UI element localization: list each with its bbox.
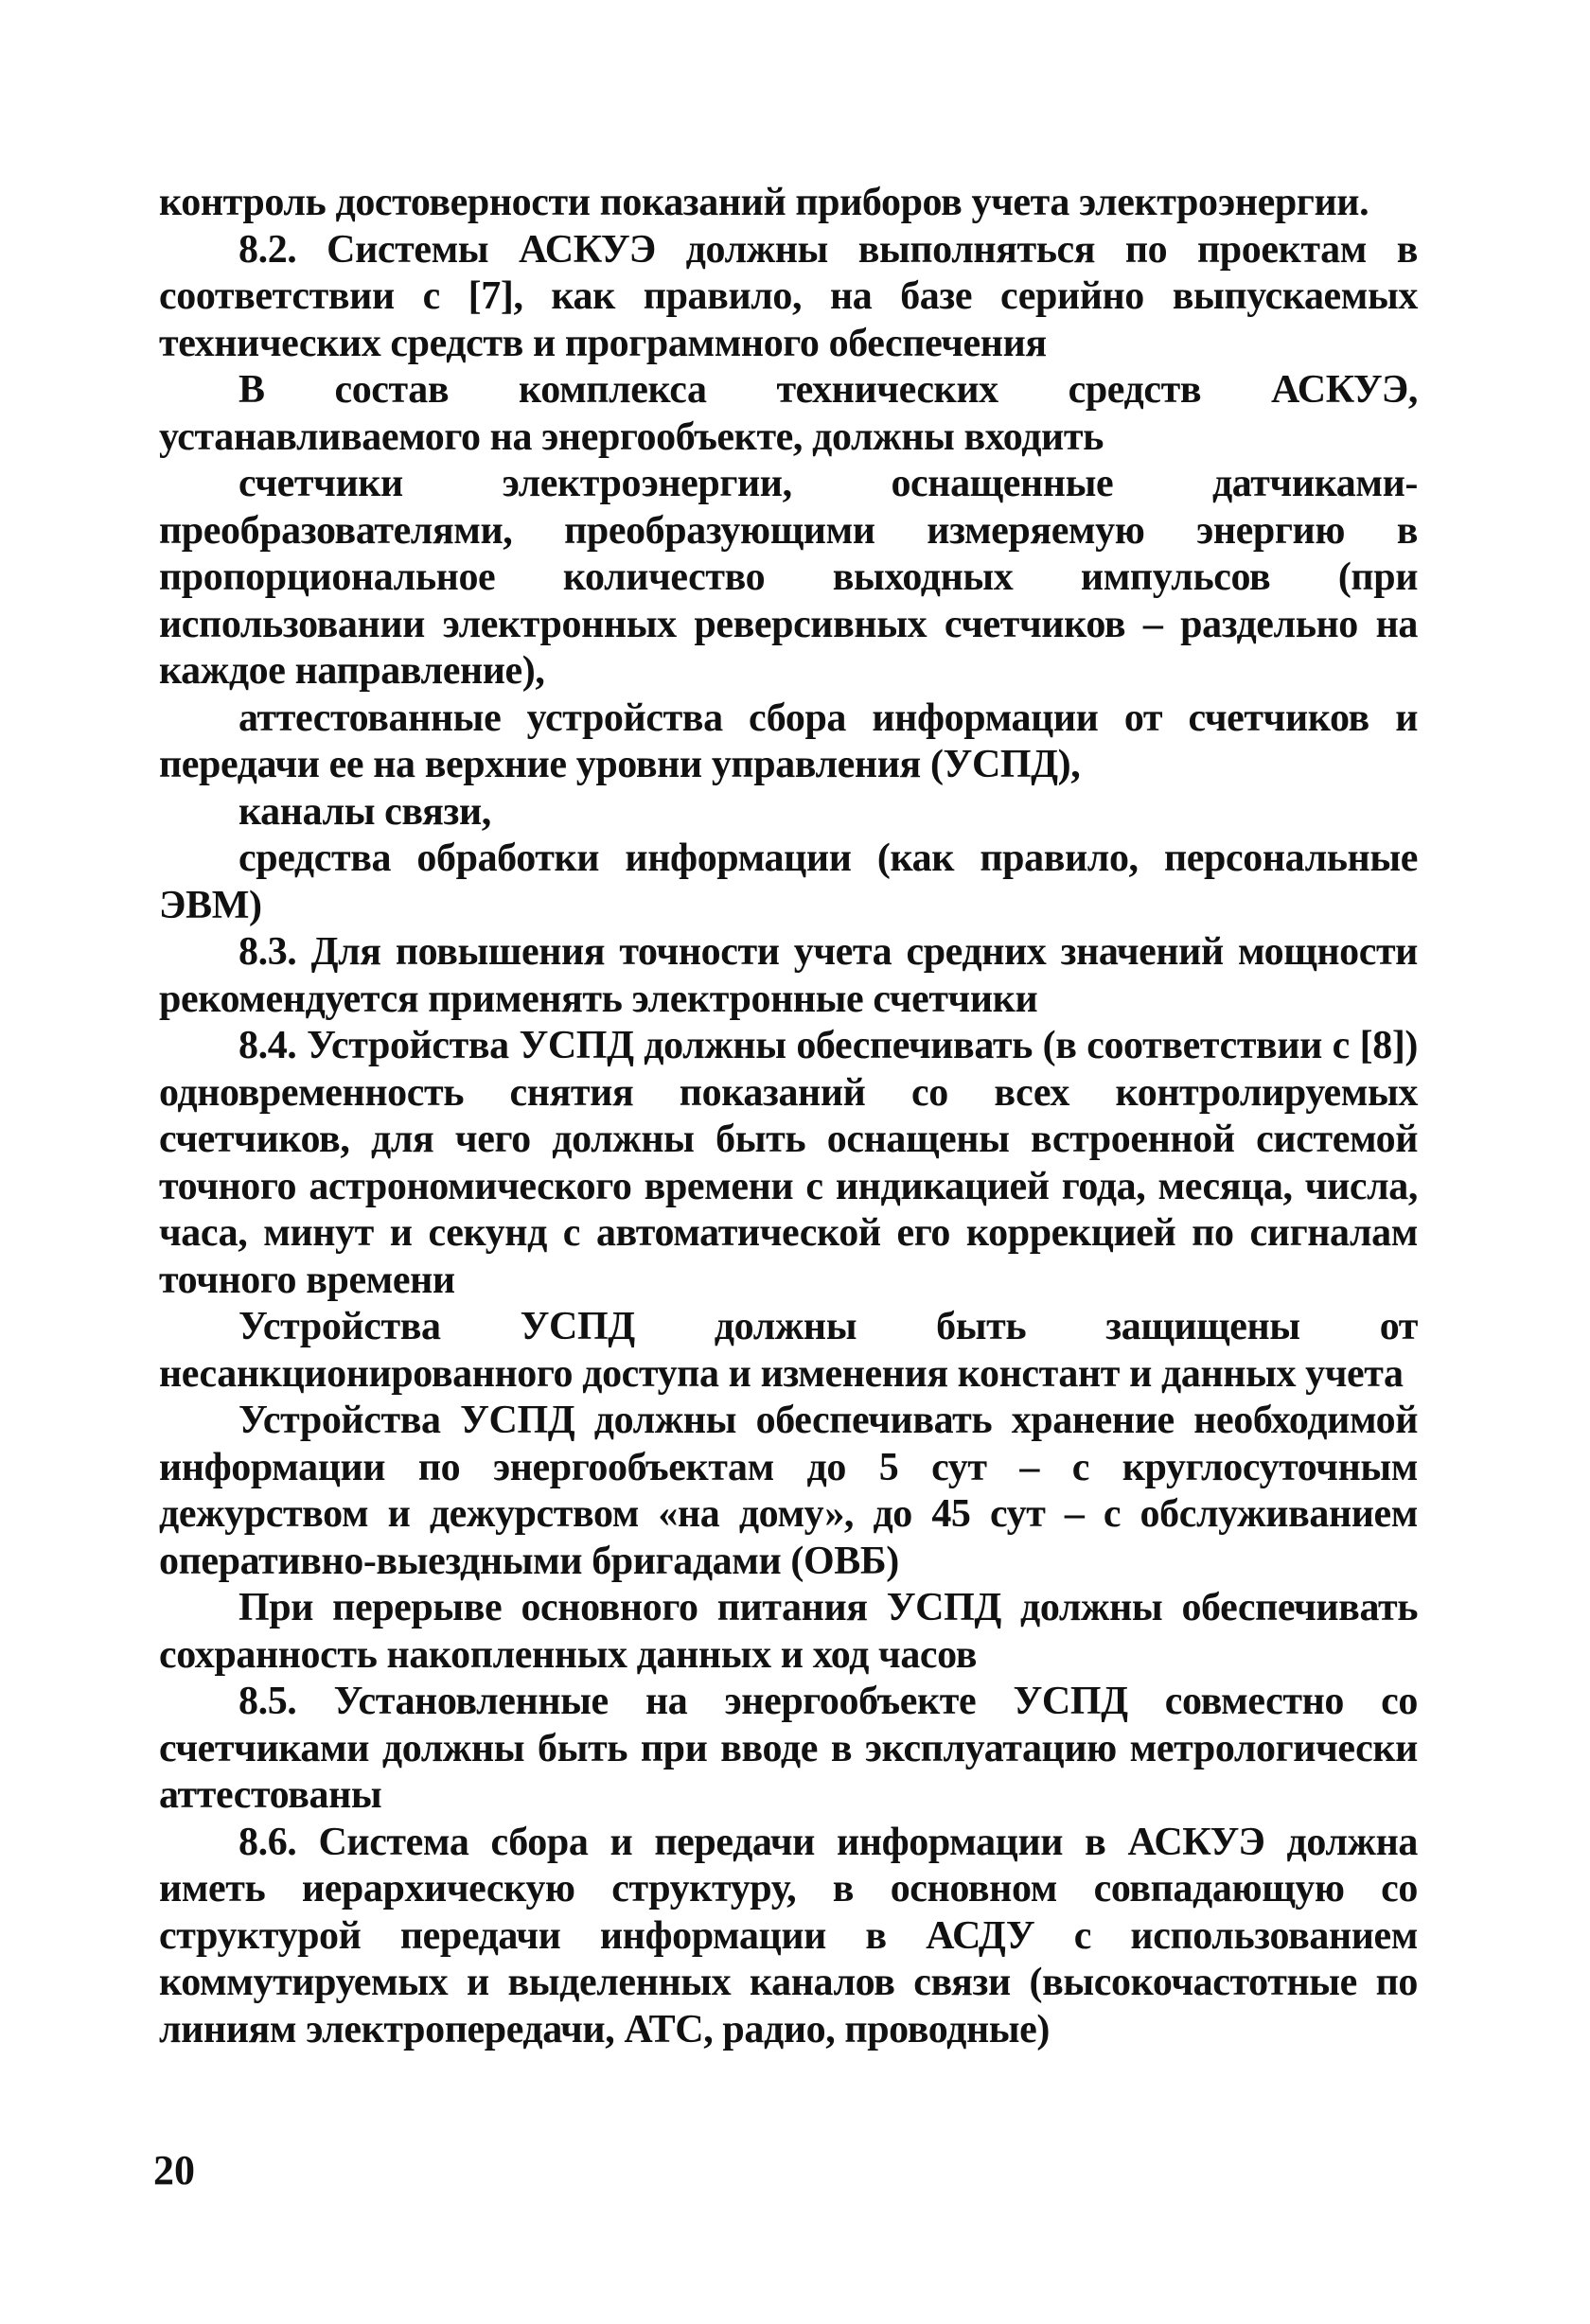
paragraph-processing: средства обработки информации (как правило, персональные ЭВМ) — [159, 836, 1418, 927]
paragraph-channels: каналы связи, — [238, 789, 491, 834]
paragraph-1: контроль достоверности показаний приборов учета электроэнергии. — [159, 181, 1369, 224]
body-text — [159, 180, 1418, 2053]
paragraph-uspd: аттестованные устройства сбора информации от счетчиков и передачи ее на верхние уровни управления (УСПД), — [159, 695, 1418, 786]
paragraph-meters: счетчики электроэнергии, оснащенные датчиками-преобразователями, преобразующими измеряемую энергию в пропорциональное количество выходных импульсов (при использовании электронных реверсивных счетчиков – раздельно на каждое направление), — [159, 462, 1418, 693]
paragraph-protection: Устройства УСПД должны быть защищены от несанкционированного доступа и изменения констант и данных учета — [159, 1305, 1418, 1396]
paragraph-8-5: 8.5. Установленные на энергообъекте УСПД совместно со счетчиками должны быть при вводе в эксплуатацию метрологически аттестованы — [159, 1680, 1418, 1817]
paragraph-composition: В состав комплекса технических средств АСКУЭ, устанавливаемого на энергообъекте, должны входить — [159, 368, 1418, 459]
paragraph-8-2: 8.2. Системы АСКУЭ должны выполняться по проектам в соответствии с [7], как правило, на базе серийно выпускаемых технических средств и программного обеспечения — [159, 227, 1418, 365]
paragraph-power: При перерыве основного питания УСПД должны обеспечивать сохранность накопленных данных и ход часов — [159, 1586, 1418, 1677]
paragraph-8-4: 8.4. Устройства УСПД должны обеспечивать (в соответствии с [8]) одновременность снятия показаний со всех контролируемых счетчиков, для чего должны быть оснащены встроенной системой точного астрономического времени с индикацией года, месяца, числа, часа, минут и секунд с автоматической его коррекцией по сигналам точного времени — [159, 1024, 1418, 1302]
paragraph-storage: Устройства УСПД должны обеспечивать хранение необходимой информации по энергообъектам до 5 сут – с круглосуточным дежурством и дежурством «на дому», до 45 сут – с обслуживанием оперативно-выездными бригадами (ОВБ) — [159, 1399, 1418, 1583]
paragraph-8-3: 8.3. Для повышения точности учета средних значений мощности рекомендуется применять электронные счетчики — [159, 930, 1418, 1021]
paragraph-8-6: 8.6. Система сбора и передачи информации в АСКУЭ должна иметь иерархическую структуру, в основном совпадающую со структурой передачи информации в АСДУ с использованием коммутируемых и выделенных каналов связи (высокочастотные по линиям электропередачи, АТС, радио, проводные) — [159, 1820, 1418, 2051]
page-number: 20 — [153, 2147, 195, 2193]
